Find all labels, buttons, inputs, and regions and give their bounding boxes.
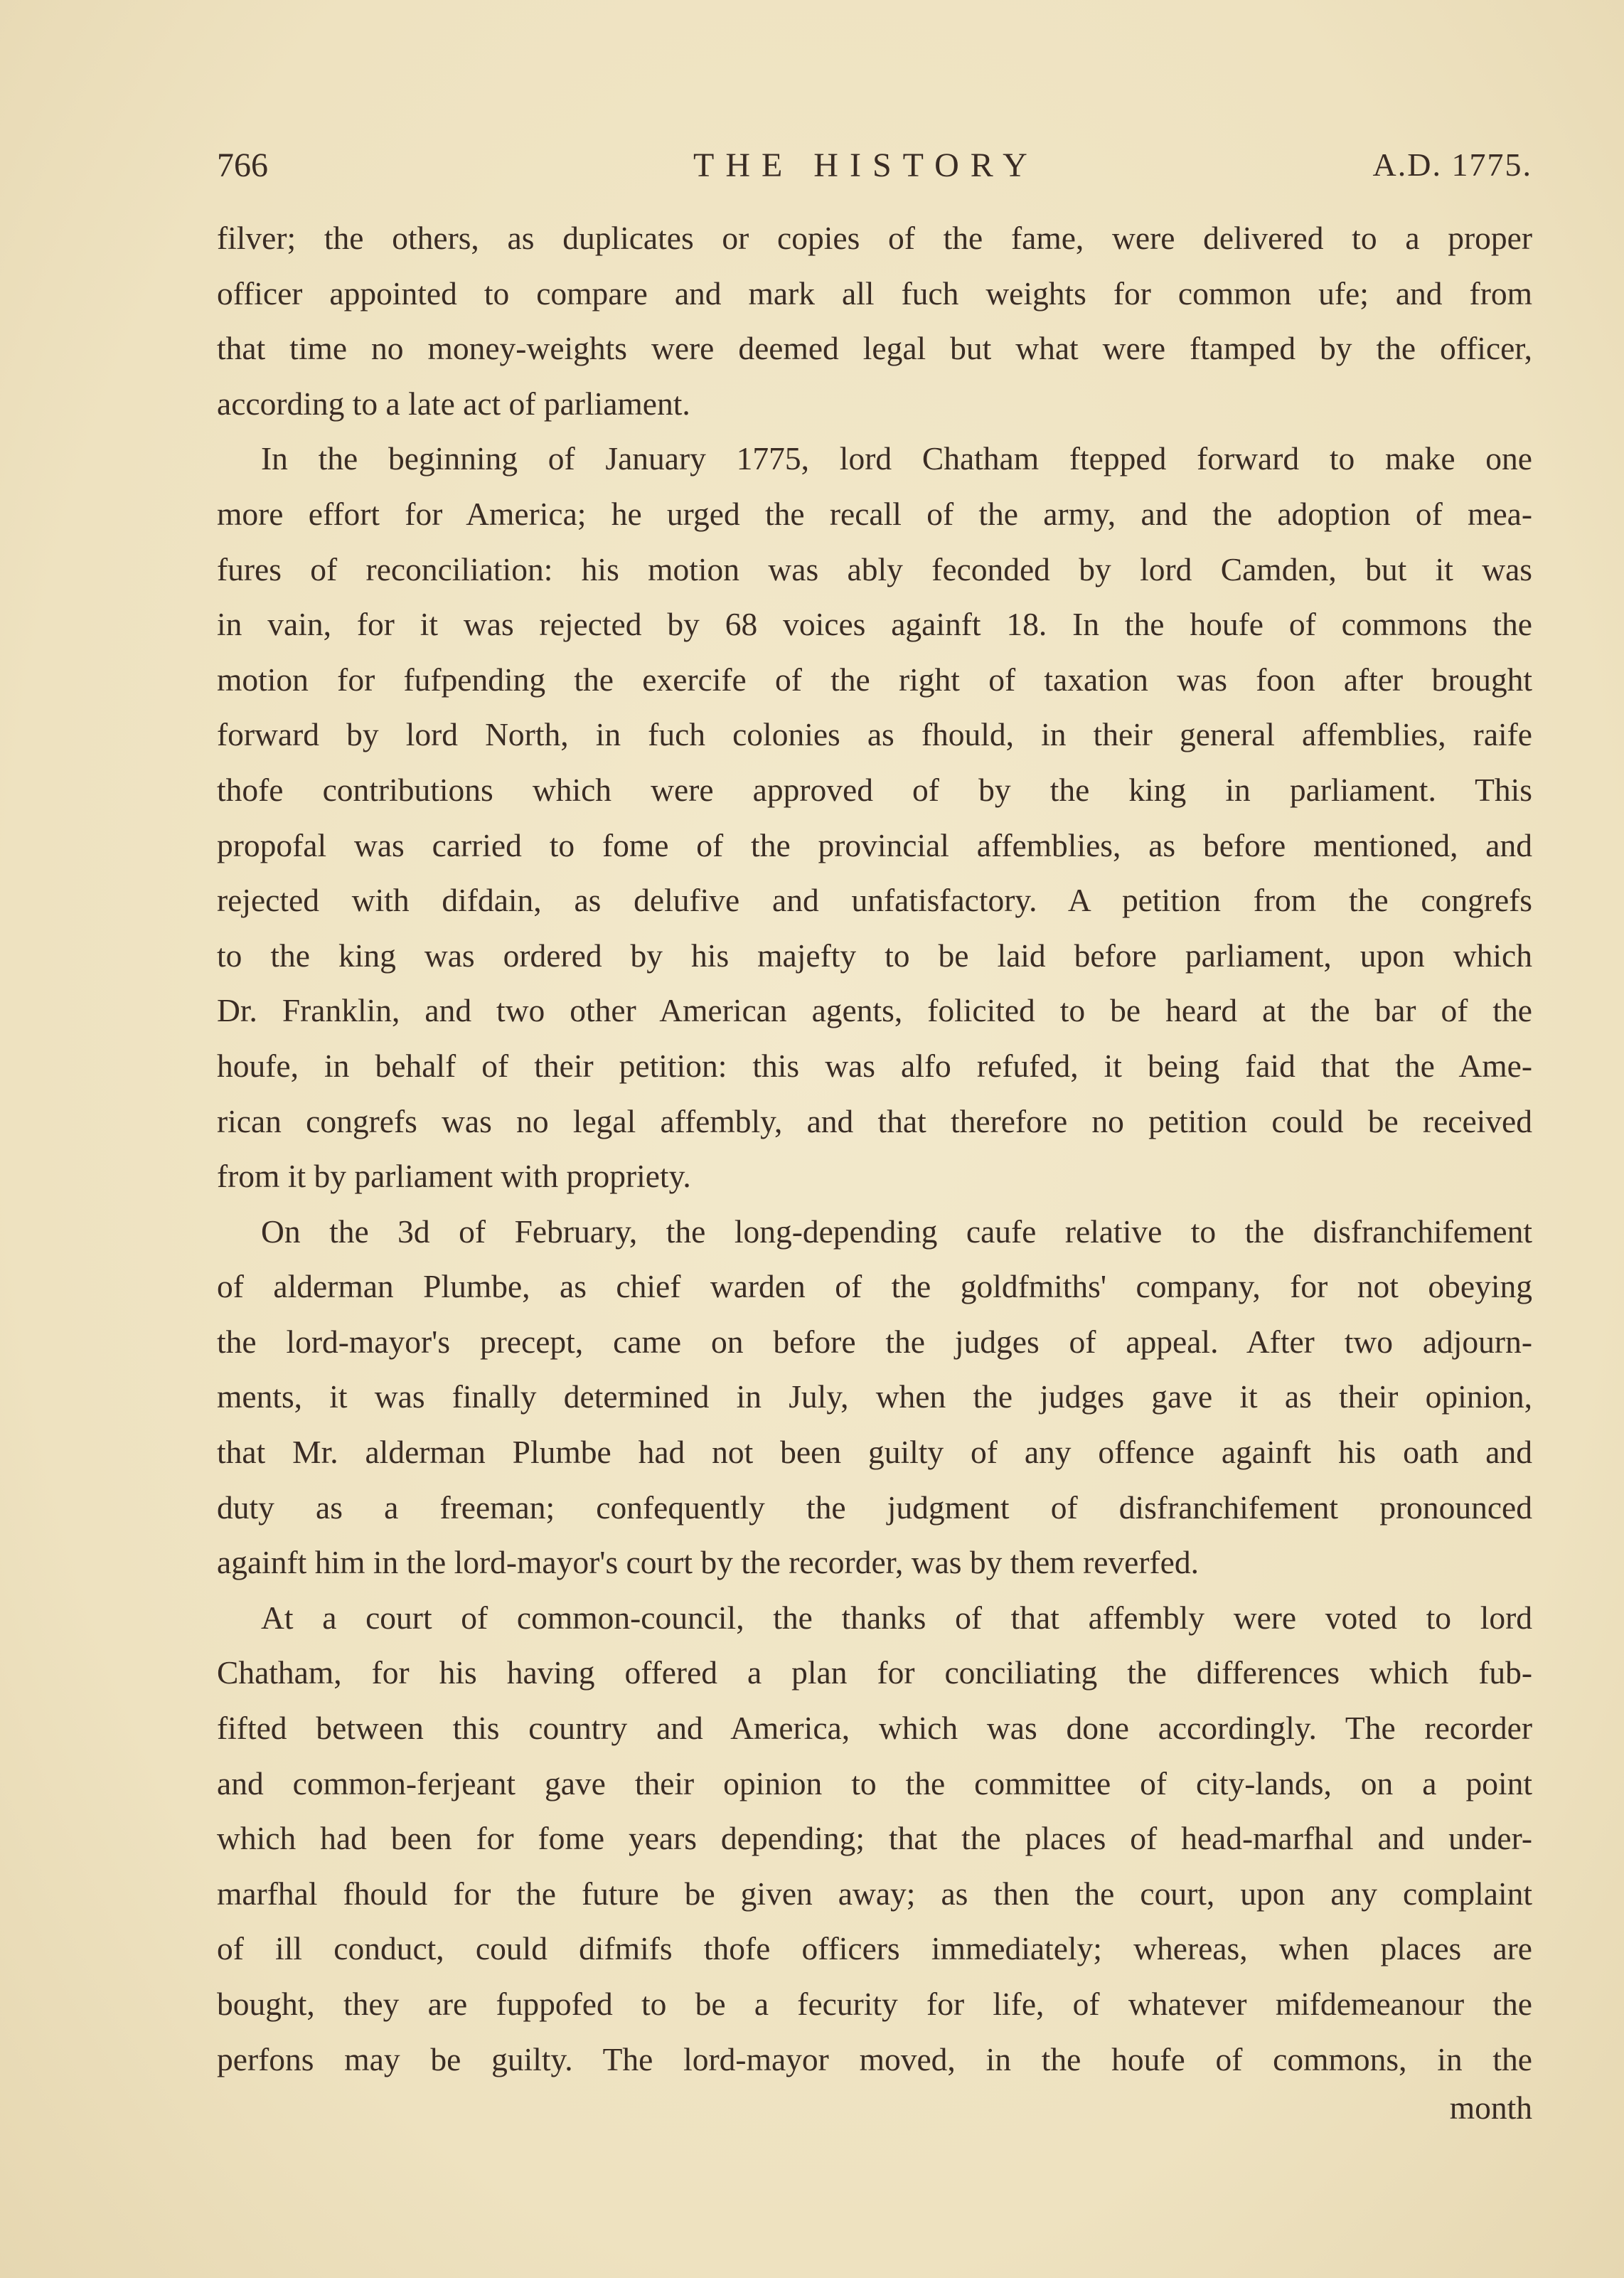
text-line: of ill conduct, could difmifs thofe officers immediately; whereas, when places are [217,1930,1532,1967]
text-line: which had been for fome years depending; that the places of head-marfhal and under- [217,1820,1532,1857]
text-line: to the king was ordered by his majefty to be laid before parliament, upon which [217,937,1532,974]
running-head [217,146,1532,196]
text-line: houfe, in behalf of their petition: this was alfo refufed, it being faid that the Ame- [217,1047,1532,1084]
paragraph-start-line: In the beginning of January 1775, lord Chatham ftepped forward to make one [261,440,1532,477]
body-text [217,211,1532,2087]
text-line: the lord-mayor's precept, came on before the judges of appeal. After two adjourn- [217,1323,1532,1360]
text-line: thofe contributions which were approved of by the king in parliament. This [217,771,1532,808]
text-line: officer appointed to compare and mark all fuch weights for common ufe; and from [217,275,1532,312]
text-line: rejected with difdain, as delufive and unfatisfactory. A petition from the congrefs [217,882,1532,919]
text-line: that Mr. alderman Plumbe had not been guilty of any offence againft his oath and [217,1434,1532,1471]
text-line: in vain, for it was rejected by 68 voices againft 18. In the houfe of commons the [217,606,1532,643]
text-line: marfhal fhould for the future be given away; as then the court, upon any complaint [217,1875,1532,1912]
text-line: ments, it was finally determined in July, when the judges gave it as their opinion, [217,1378,1532,1415]
text-line: againft him in the lord-mayor's court by the recorder, was by them reverfed. [217,1544,1199,1581]
text-line: duty as a freeman; confequently the judgment of disfranchifement pronounced [217,1489,1532,1526]
text-line: rican congrefs was no legal affembly, and that therefore no petition could be received [217,1102,1532,1139]
text-line: propofal was carried to fome of the provincial affemblies, as before mentioned, and [217,826,1532,863]
year-heading: A.D. 1775. [1372,147,1532,183]
text-line: from it by parliament with propriety. [217,1158,691,1195]
text-line: motion for fufpending the exercife of the right of taxation was foon after brought [217,661,1532,698]
text-line: according to a late act of parliament. [217,385,690,422]
text-line: bought, they are fuppofed to be a fecurity for life, of whatever mifdemeanour the [217,1986,1532,2022]
text-line: filver; the others, as duplicates or copies of the fame, were delivered to a proper [217,220,1532,256]
text-line: fures of reconciliation: his motion was ably feconded by lord Camden, but it was [217,550,1532,587]
paragraph-start-line: On the 3d of February, the long-depending caufe relative to the disfranchifement [261,1213,1532,1250]
paragraph-start-line: At a court of common-council, the thanks of that affembly were voted to lord [261,1599,1532,1636]
text-line: more effort for America; he urged the recall of the army, and the adoption of mea- [217,495,1532,532]
text-line: perfons may be guilty. The lord-mayor moved, in the houfe of commons, in the [217,2040,1532,2077]
text-line: that time no money-weights were deemed legal but what were ftamped by the officer, [217,330,1532,367]
catchword: month [1449,2090,1532,2126]
page-number: 766 [217,147,268,184]
text-line: of alderman Plumbe, as chief warden of the goldfmiths' company, for not obeying [217,1268,1532,1305]
text-line: Chatham, for his having offered a plan for conciliating the differences which fub- [217,1654,1532,1691]
text-line: Dr. Franklin, and two other American agents, folicited to be heard at the bar of the [217,992,1532,1029]
text-line: fifted between this country and America, which was done accordingly. The recorder [217,1710,1532,1747]
text-line: forward by lord North, in fuch colonies as fhould, in their general affemblies, raife [217,716,1532,753]
running-title: THE HISTORY [693,147,1039,184]
text-line: and common-ferjeant gave their opinion to the committee of city-lands, on a point [217,1765,1532,1801]
